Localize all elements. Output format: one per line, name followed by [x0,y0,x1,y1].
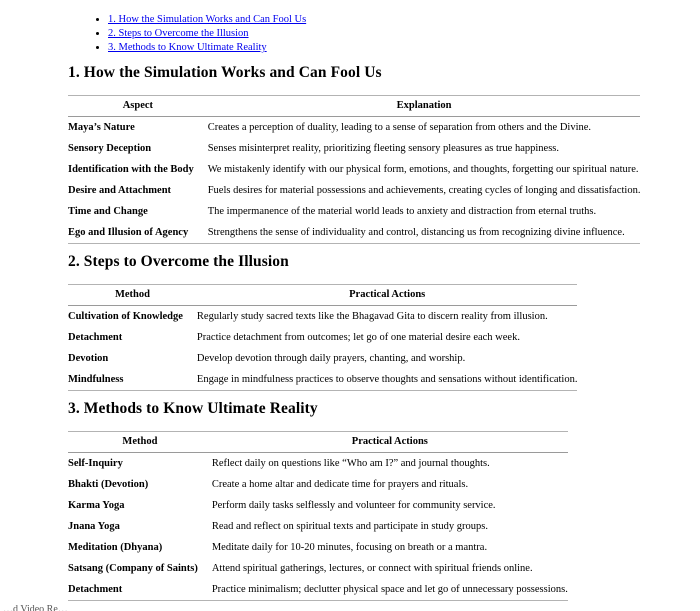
section-3-table [68,431,568,601]
row-label-cell: Satsang (Company of Saints) [68,562,198,574]
table-row [68,474,568,495]
toc-item [108,41,700,55]
row-label-cell: Bhakti (Devotion) [68,478,149,490]
column-header-method: Method [68,432,212,453]
table-header-row [68,285,577,306]
row-value-cell: Develop devotion through daily prayers, chanting, and worship. [196,352,466,364]
row-value-cell: Attend spiritual gatherings, lectures, or connect with spiritual friends online. [211,562,533,574]
row-value-cell: The impermanence of the material world leads to anxiety and distraction from eternal truths. [207,205,597,217]
table-row [68,306,577,328]
toc-link-3[interactable]: 3. Methods to Know Ultimate Reality [108,42,267,53]
table-row [68,579,568,601]
table-header-row [68,96,640,117]
table-row [68,558,568,579]
section-2-table [68,284,577,391]
row-value-cell: Practice minimalism; declutter physical space and let go of unnecessary possessions. [211,583,568,595]
column-header-practical-actions: Practical Actions [212,432,568,453]
row-value-cell: Engage in mindfulness practices to observe thoughts and sensations without identification. [196,373,578,385]
table-row [68,537,568,558]
table-row [68,222,640,244]
row-label-cell: Devotion [68,352,109,364]
row-value-cell: Senses misinterpret reality, prioritizing fleeting sensory pleasures as true happiness. [207,142,559,154]
row-label-cell: Identification with the Body [68,163,194,175]
table-of-contents [68,13,700,55]
column-header-explanation: Explanation [208,96,641,117]
row-value-cell: We mistakenly identify with our physical form, emotions, and thoughts, forgetting our spiritual nature. [207,163,639,175]
row-label-cell: Detachment [68,331,123,343]
section-3-heading: 3. Methods to Know Ultimate Reality [68,400,318,417]
row-label-cell: Mindfulness [68,373,124,385]
row-label-cell: Cultivation of Knowledge [68,310,183,322]
table-row [68,117,640,139]
row-value-cell: Meditate daily for 10-20 minutes, focusing on breath or a mantra. [211,541,488,553]
row-label-cell: Ego and Illusion of Agency [68,226,189,238]
table-row [68,516,568,537]
row-label-cell: Sensory Deception [68,142,152,154]
table-row [68,180,640,201]
column-header-method: Method [68,285,197,306]
section-2-heading: 2. Steps to Overcome the Illusion [68,253,289,270]
table-row [68,453,568,475]
table-row [68,369,577,391]
row-value-cell: Strengthens the sense of individuality and control, distancing us from recognizing divine influence. [207,226,625,238]
row-value-cell: Regularly study sacred texts like the Bhagavad Gita to discern reality from illusion. [196,310,548,322]
toc-item [108,27,700,41]
row-value-cell: Practice detachment from outcomes; let go of one material desire each week. [196,331,520,343]
row-label-cell: Meditation (Dhyana) [68,541,163,553]
table-row [68,159,640,180]
row-value-cell: Fuels desires for material possessions and achievements, creating cycles of longing and dissatisfaction. [207,184,641,196]
toc-item [108,13,700,27]
row-label-cell: Time and Change [68,205,148,217]
table-row [68,201,640,222]
row-label-cell: Self-Inquiry [68,457,123,469]
row-label-cell: Detachment [68,583,123,595]
row-value-cell: Reflect daily on questions like “Who am I?” and journal thoughts. [211,457,490,469]
row-label-cell: Maya’s Nature [68,121,135,133]
table-row [68,327,577,348]
table-header-row [68,432,568,453]
row-label-cell: Karma Yoga [68,499,125,511]
row-value-cell: Creates a perception of duality, leading to a sense of separation from others and the Divine. [207,121,592,133]
row-label-cell: Jnana Yoga [68,520,120,532]
row-label-cell: Desire and Attachment [68,184,172,196]
row-value-cell: Read and reflect on spiritual texts and participate in study groups. [211,520,488,532]
table-row [68,495,568,516]
section-1-table [68,95,640,244]
column-header-aspect: Aspect [68,96,208,117]
column-header-practical-actions: Practical Actions [197,285,578,306]
clipped-bottom-text: …d Video Re… [3,604,68,611]
table-row [68,138,640,159]
row-value-cell: Perform daily tasks selflessly and volunteer for community service. [211,499,496,511]
toc-link-2[interactable]: 2. Steps to Overcome the Illusion [108,28,249,39]
table-row [68,348,577,369]
toc-link-1[interactable]: 1. How the Simulation Works and Can Fool Us [108,14,307,25]
row-value-cell: Create a home altar and dedicate time for prayers and rituals. [211,478,469,490]
section-1-heading: 1. How the Simulation Works and Can Fool Us [68,64,382,81]
